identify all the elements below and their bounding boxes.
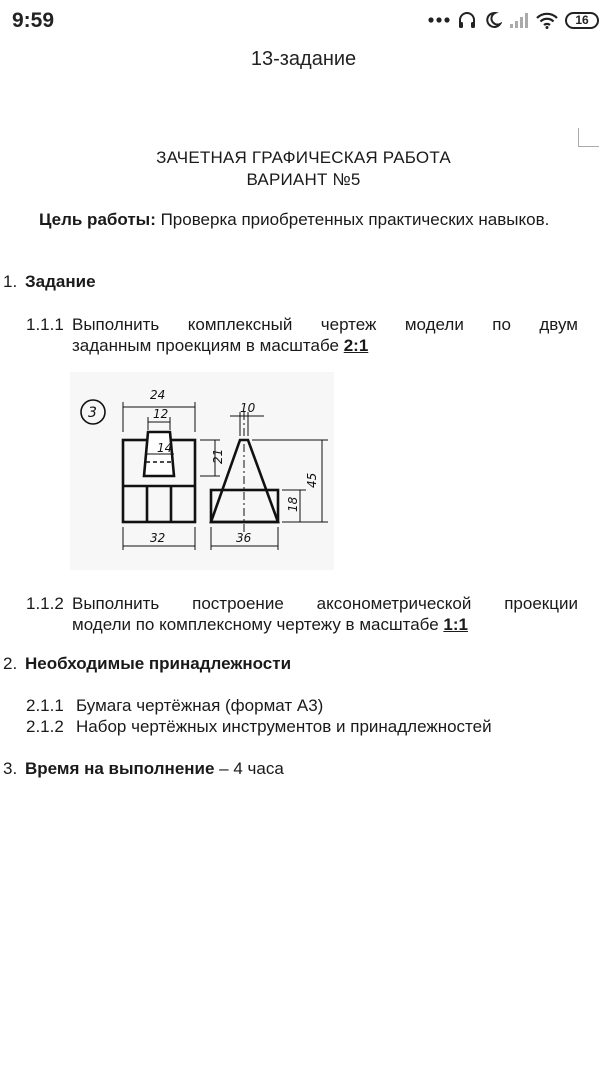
scale-2-1: 2:1 (343, 336, 369, 355)
item-1-1-1-number: 1.1.1 (26, 315, 64, 334)
word: проекции (504, 594, 578, 613)
goal-paragraph (39, 210, 549, 230)
circle-label-text: 3 (88, 405, 97, 421)
more-icon (428, 16, 450, 24)
drawing-background (70, 372, 334, 570)
doc-title-line1: ЗАЧЕТНАЯ ГРАФИЧЕСКАЯ РАБОТА (156, 148, 451, 167)
word: аксонометрической (316, 594, 472, 613)
word: по (492, 315, 511, 334)
word: Выполнить (72, 594, 160, 613)
dim-36: 36 (236, 531, 252, 545)
battery-level: 16 (575, 13, 589, 27)
battery-icon (565, 12, 599, 29)
technical-drawing (70, 372, 334, 570)
section-2-title: Необходимые принадлежности (25, 654, 292, 673)
wifi-icon (536, 12, 558, 29)
item-1-1-2-line1 (72, 593, 578, 614)
dim-45: 45 (305, 472, 319, 488)
section-3-suffix: – 4 часа (214, 759, 284, 778)
section-2-heading (3, 654, 291, 674)
word: Выполнить (72, 315, 160, 334)
moon-icon (484, 11, 502, 29)
item-2-1-1-text: Бумага чертёжная (формат А3) (76, 696, 324, 715)
item-1-1-1-line2 (26, 335, 578, 356)
word: двум (539, 315, 578, 334)
item-1-1-2-line2 (26, 614, 578, 635)
item-1-1-1-text: заданным проекциям в масштабе (72, 336, 344, 355)
item-1-1-1-line1 (72, 314, 578, 335)
item-1-1-2 (26, 593, 578, 635)
dim-21: 21 (211, 448, 225, 464)
signal-icon (509, 12, 529, 28)
status-bar (0, 0, 607, 42)
word: чертеж (320, 315, 377, 334)
status-icons (428, 10, 599, 30)
dim-24: 24 (150, 388, 166, 402)
section-1-heading (3, 272, 96, 292)
goal-text: Проверка приобретенных практических навыков. (155, 210, 550, 229)
item-2-1-2 (26, 717, 492, 737)
page-corner-mark (578, 128, 599, 147)
headphones-icon (457, 10, 477, 30)
word: построение (192, 594, 284, 613)
section-1-number: 1. (3, 272, 18, 291)
clock: 9:59 (12, 9, 55, 32)
scale-1-1: 1:1 (443, 615, 468, 634)
section-3-number: 3. (3, 759, 18, 778)
word: комплексный (187, 315, 293, 334)
item-2-1-2-text: Набор чертёжных инструментов и принадлежностей (76, 717, 492, 736)
item-1-1-2-number: 1.1.2 (26, 594, 64, 613)
dim-18: 18 (286, 496, 300, 512)
doc-title-line2: ВАРИАНТ №5 (246, 170, 361, 189)
item-1-1-2-text: модели по комплексному чертежу в масштабе (72, 615, 444, 634)
item-1-1-1 (26, 314, 578, 356)
dim-32: 32 (150, 531, 166, 545)
item-2-1-1 (26, 696, 323, 716)
item-2-1-1-number: 2.1.1 (26, 696, 64, 715)
goal-label: Цель работы: (39, 210, 156, 229)
page-title: 13-задание (250, 48, 357, 70)
section-2-number: 2. (3, 654, 18, 673)
section-3-title: Время на выполнение (25, 759, 215, 778)
dim-14: 14 (157, 441, 173, 455)
word: модели (404, 315, 464, 334)
section-3-heading (3, 759, 284, 779)
dim-12: 12 (153, 407, 169, 421)
item-2-1-2-number: 2.1.2 (26, 717, 64, 736)
dim-10: 10 (240, 401, 256, 415)
section-1-title: Задание (25, 272, 96, 291)
